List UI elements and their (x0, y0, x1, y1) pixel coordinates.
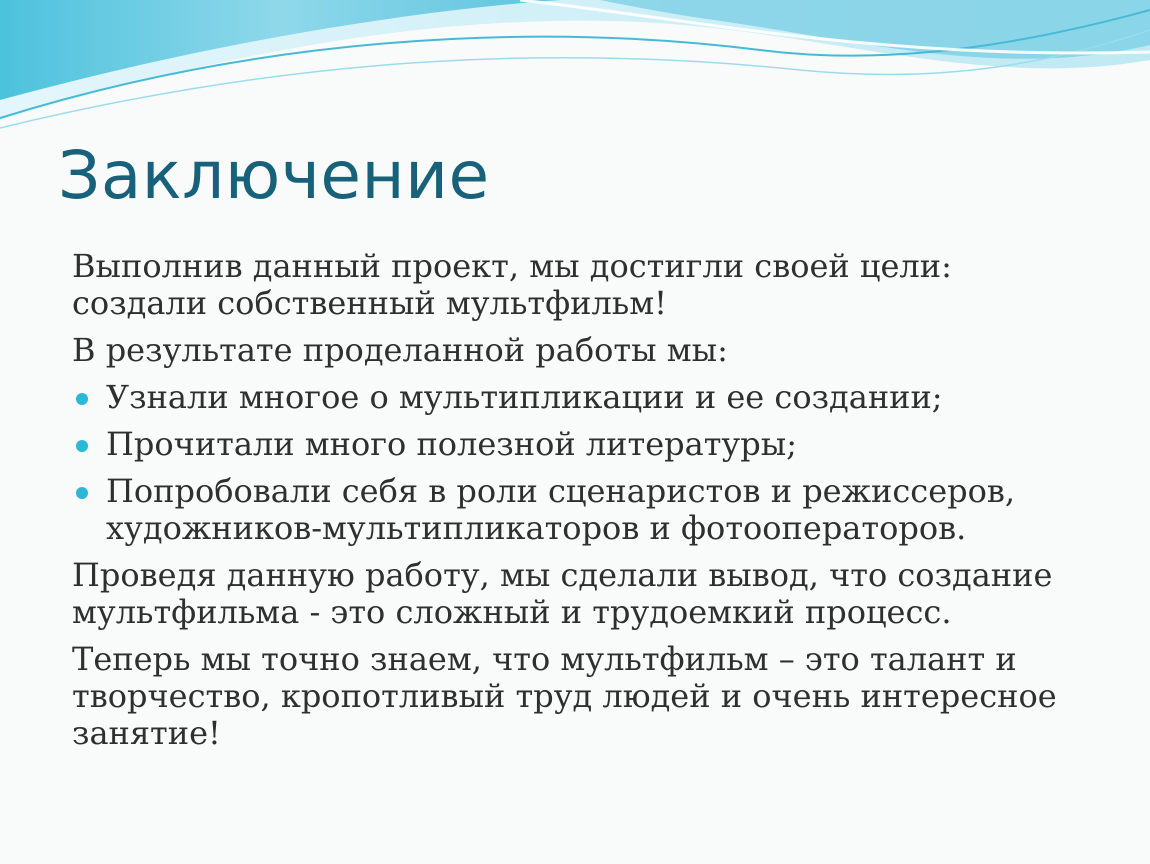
paragraph: Проведя данную работу, мы сделали вывод, что создание мультфильма - это сложный и трудоемкий процесс. (72, 556, 1053, 631)
bullet-item (72, 426, 1082, 463)
bullet-dot-icon (76, 440, 88, 452)
paragraph: Выполнив данный проект, мы достигли своей цели: создали собственный мультфильм! (72, 247, 952, 322)
bullet-text: Попробовали себя в роли сценаристов и режиссеров, художников-мультипликаторов и фотооператоров. (106, 472, 1016, 547)
bullet-item (72, 473, 1082, 547)
slide-body (72, 248, 1082, 762)
bullet-item (72, 379, 1082, 416)
bullet-dot-icon (76, 393, 88, 405)
paragraph: В результате проделанной работы мы: (72, 331, 728, 369)
bullet-dot-icon (76, 487, 88, 499)
header-wave-decoration (0, 0, 1150, 140)
bullet-text: Узнали многое о мультипликации и ее создании; (106, 378, 943, 416)
bullet-list (72, 379, 1082, 547)
paragraph: Теперь мы точно знаем, что мультфильм – это талант и творчество, кропотливый труд людей и очень интересное занятие! (72, 640, 1057, 752)
slide-title: Заключение (58, 137, 490, 214)
bullet-text: Прочитали много полезной литературы; (106, 425, 797, 463)
